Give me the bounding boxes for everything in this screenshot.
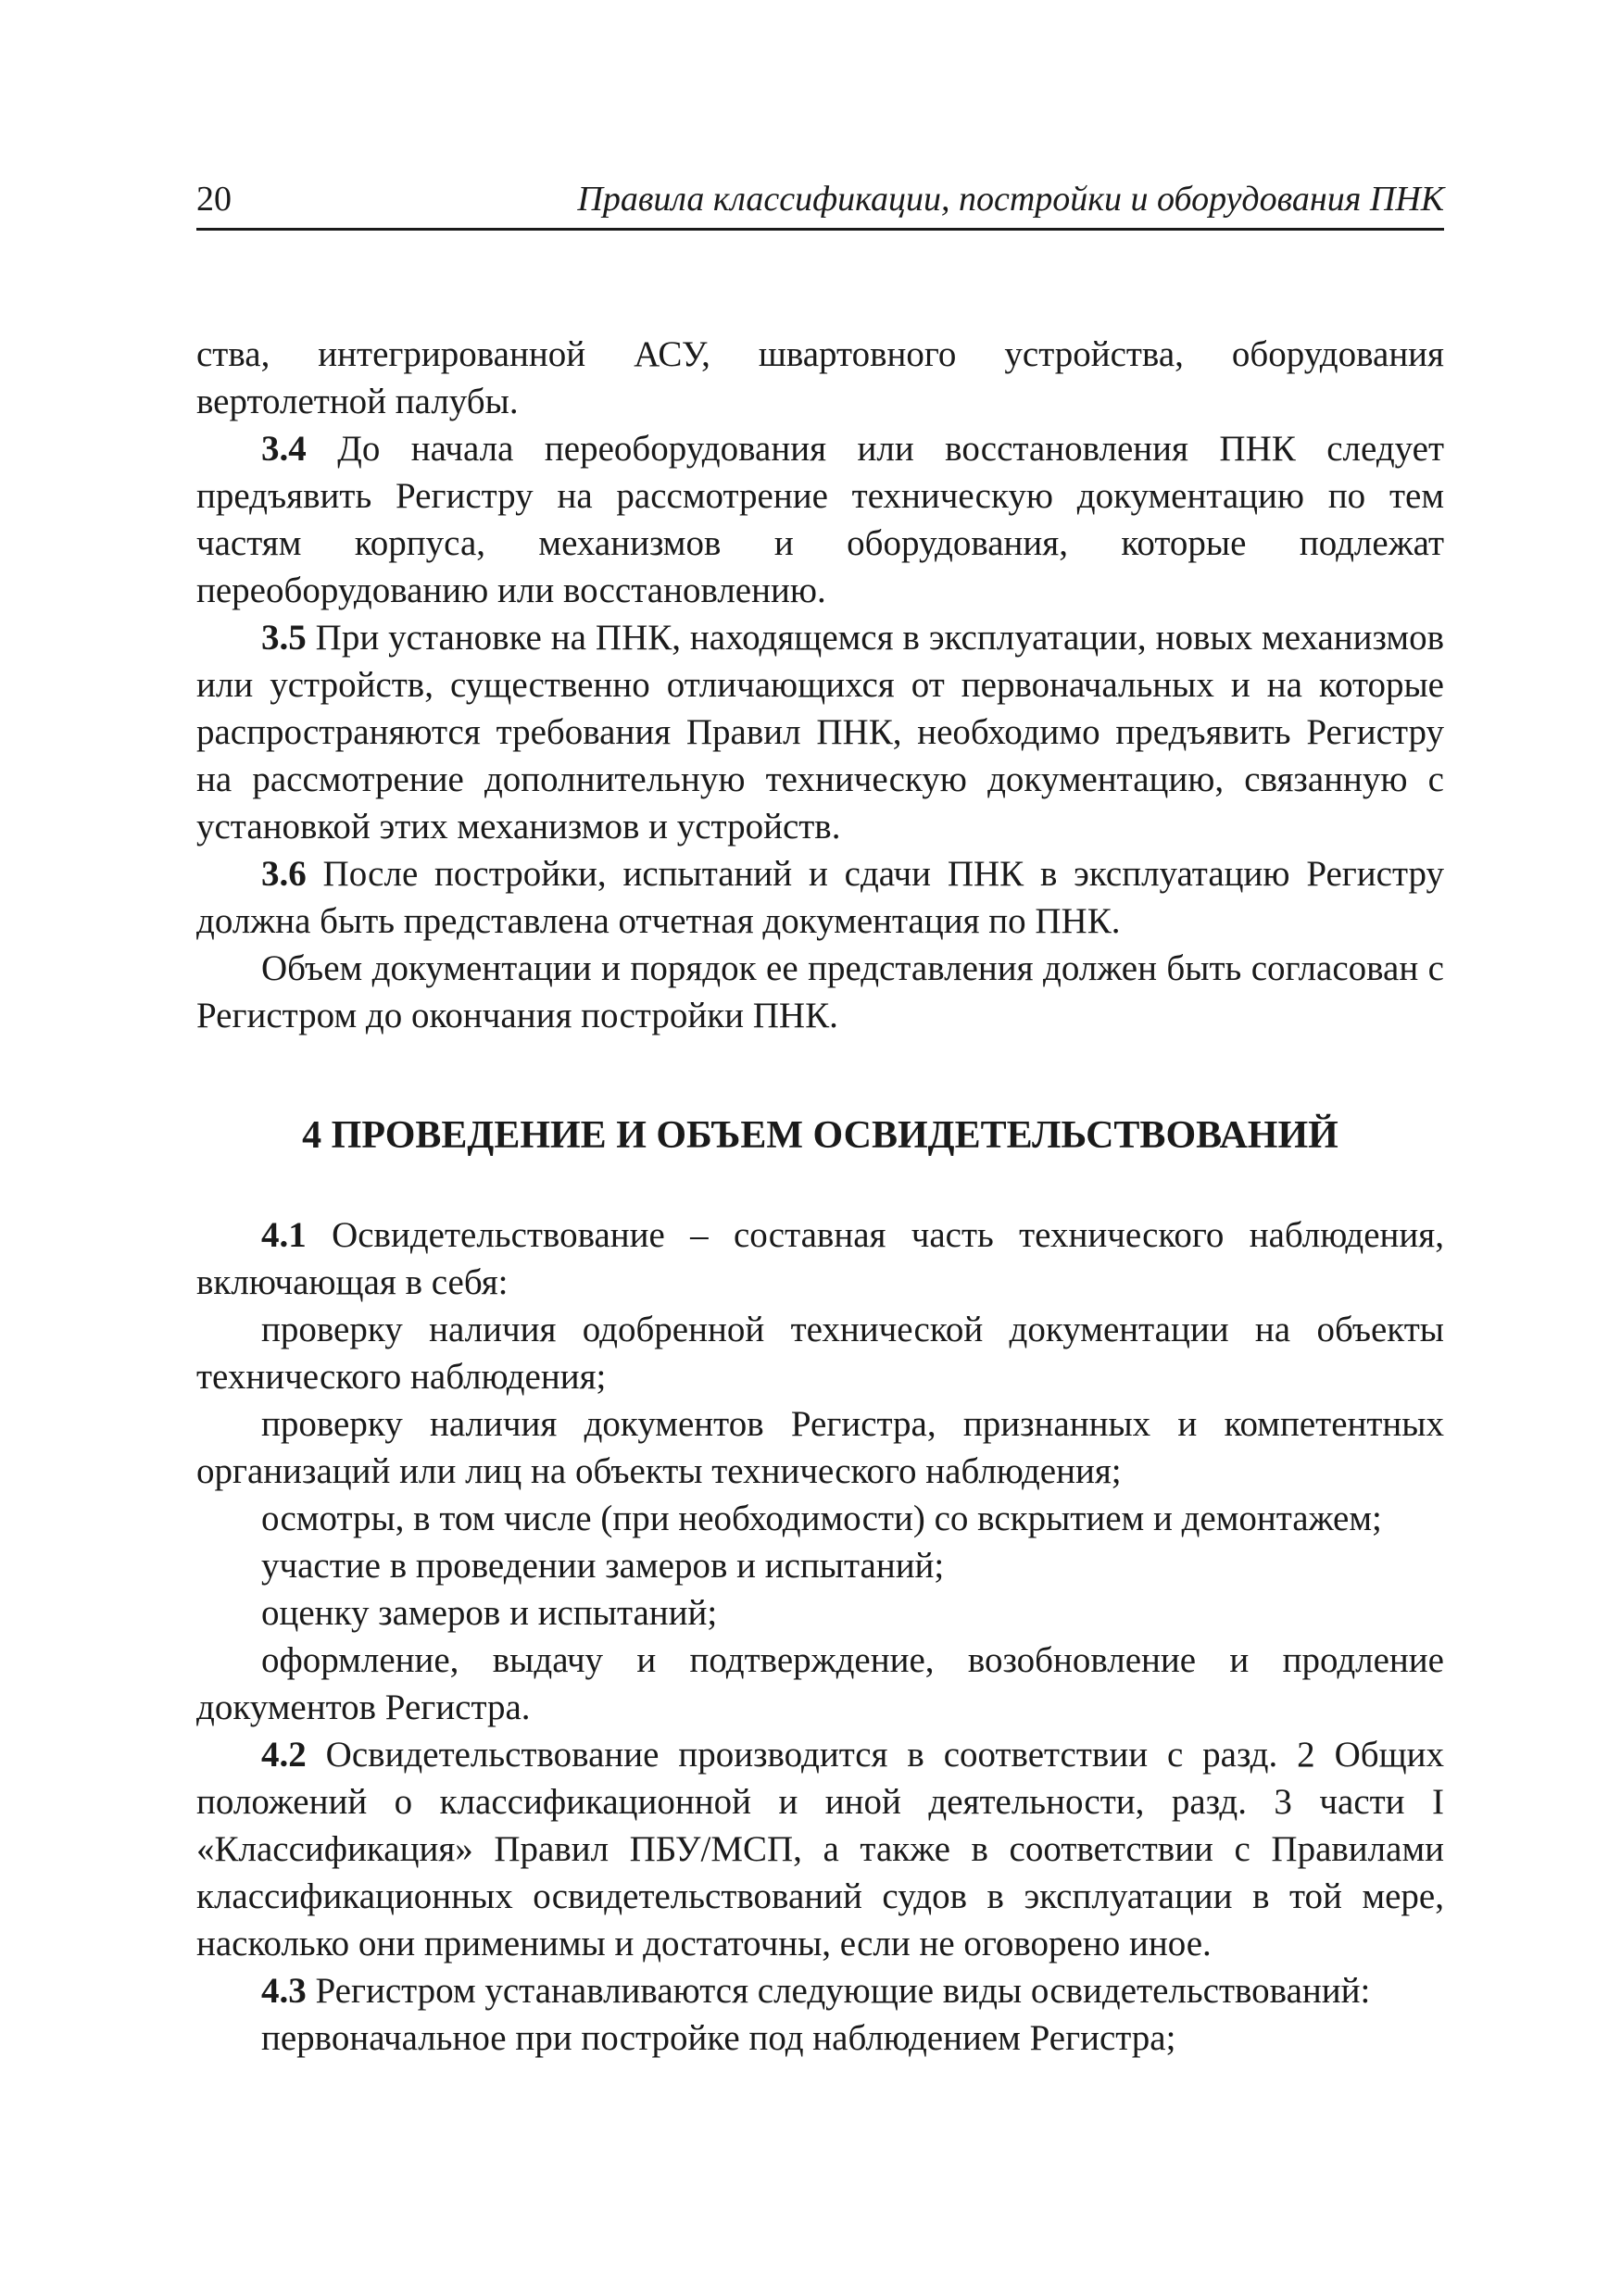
paragraph-continuation: ства, интегрированной АСУ, швартовного устройства, оборудования вертолетной палубы. [196, 334, 1444, 421]
paragraph-4-3 [196, 1967, 1444, 2014]
clause-text: Освидетельствование – составная часть технического наблюдения, включающая в себя: [196, 1215, 1444, 1302]
clause-number: 3.5 [261, 618, 307, 658]
list-item: осмотры, в том числе (при необходимости) со вскрытием и демонтажем; [261, 1499, 1382, 1538]
clause-number: 4.2 [261, 1735, 307, 1775]
paragraph-3-6-extra: Объем документации и порядок ее представления должен быть согласован с Регистром до окончания постройки ПНК. [196, 948, 1444, 1035]
clause-text: Освидетельствование производится в соответствии с разд. 2 Общих положений о классификационной и иной деятельности, разд. 3 части I «Классификация» Правил ПБУ/МСП, а также в соответствии с Правилами классификационных освидетельствований судов в эксплуатации в той мере, насколько они применимы и достаточны, если не оговорено иное. [196, 1735, 1444, 1964]
clause-text: После постройки, испытаний и сдачи ПНК в эксплуатацию Регистру должна быть представлена отчетная документация по ПНК. [196, 854, 1444, 941]
clause-number: 4.1 [261, 1215, 307, 1255]
paragraph-4-1 [196, 1211, 1444, 1306]
list-item: участие в проведении замеров и испытаний; [261, 1546, 945, 1586]
clause-text: При установке на ПНК, находящемся в эксплуатации, новых механизмов или устройств, существенно отличающихся от первоначальных и на которые распространяются требования Правил ПНК, необходимо предъявить Регистру на рассмотрение дополнительную техническую документацию, связанную с установкой этих механизмов и устройств. [196, 618, 1444, 847]
page-header [196, 176, 1444, 231]
paragraph-4-2 [196, 1731, 1444, 1967]
page-number: 20 [196, 180, 232, 219]
clause-text: До начала переоборудования или восстановления ПНК следует предъявить Регистру на рассмотрение техническую документацию по тем частям корпуса, механизмов и оборудования, которые подлежат переоборудованию или восстановлению. [196, 429, 1444, 610]
paragraph-3-6 [196, 850, 1444, 945]
section-4-text [196, 1211, 1444, 2062]
list-item: проверку наличия документов Регистра, признанных и компетентных организаций или лиц на объекты технического наблюдения; [196, 1404, 1444, 1491]
section-3-text [196, 331, 1444, 1039]
clause-number: 4.3 [261, 1971, 307, 2011]
list-item: оценку замеров и испытаний; [261, 1593, 718, 1633]
clause-number: 3.6 [261, 854, 307, 894]
list-item: проверку наличия одобренной технической документации на объекты технического наблюдения; [196, 1310, 1444, 1397]
clause-number: 3.4 [261, 429, 307, 469]
section-4-heading: 4 ПРОВЕДЕНИЕ И ОБЪЕМ ОСВИДЕТЕЛЬСТВОВАНИЙ [302, 1114, 1338, 1157]
paragraph-3-5 [196, 614, 1444, 850]
paragraph-3-4 [196, 425, 1444, 614]
list-item: оформление, выдачу и подтверждение, возобновление и продление документов Регистра. [196, 1640, 1444, 1727]
running-title: Правила классификации, постройки и оборудования ПНК [577, 180, 1444, 219]
clause-text: Регистром устанавливаются следующие виды освидетельствований: [306, 1971, 1371, 2011]
list-item: первоначальное при постройке под наблюдением Регистра; [261, 2018, 1176, 2058]
